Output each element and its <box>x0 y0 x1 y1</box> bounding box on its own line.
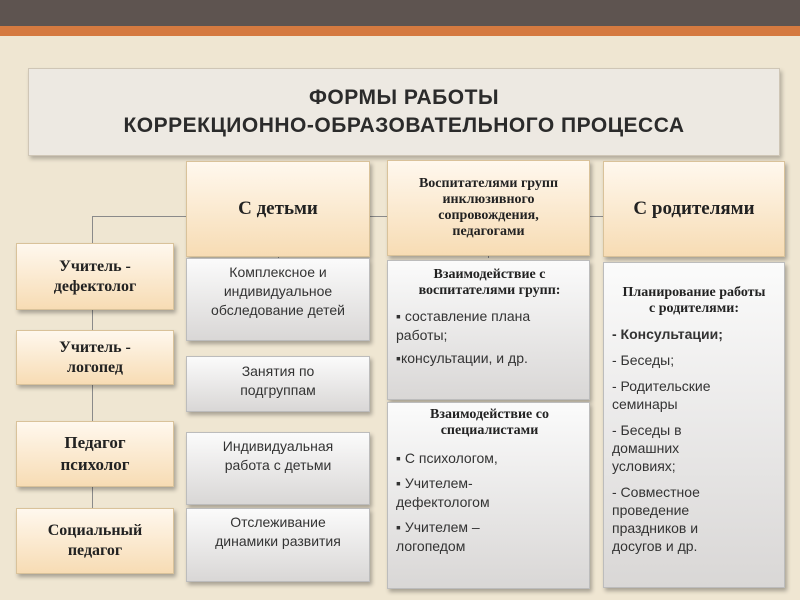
educators-groups-item: ▪консультации, и др. <box>396 350 528 366</box>
educators-specialists-item: ▪ Учителем – логопедом <box>396 519 480 554</box>
educators-specialists-item: ▪ С психологом, <box>396 450 498 466</box>
parents-item: - Беседы в домашних условиях; <box>612 422 682 474</box>
children-item-4: Отслеживание динамики развития <box>186 508 370 582</box>
educators-block-groups: Взаимодействие с воспитателями групп: ▪ составление плана работы; ▪консультации, и др. <box>387 260 590 400</box>
title-line-2: КОРРЕКЦИОННО-ОБРАЗОВАТЕЛЬНОГО ПРОЦЕССА <box>123 114 685 137</box>
slide-top-bar <box>0 0 800 26</box>
parents-item: - Беседы; <box>612 352 675 368</box>
children-item-1: Комплексное и индивидуальное обследование детей <box>186 258 370 341</box>
slide-accent-stripe <box>0 26 800 36</box>
parents-item: - Консультации; <box>612 326 723 342</box>
slide-top-strip <box>0 36 800 46</box>
children-item-3: Индивидуальная работа с детьми <box>186 432 370 505</box>
children-item-2: Занятия по подгруппам <box>186 356 370 412</box>
specialist-defectologist: Учитель - дефектолог <box>16 243 174 310</box>
header-children: С детьми <box>186 161 370 257</box>
parents-block: Планирование работы с родителями: - Консультации; - Беседы; - Родительские семинары - Беседы в домашних условиях; - Совместное проведение праздников и досугов и др. <box>603 262 785 588</box>
header-educators: Воспитателями групп инклюзивного сопровождения, педагогами <box>387 160 590 256</box>
educators-specialists-item: ▪ Учителем-дефектологом <box>396 475 490 510</box>
educators-groups-item: ▪ составление плана работы; <box>396 308 531 343</box>
specialist-psychologist: Педагог психолог <box>16 421 174 487</box>
title-line-1: ФОРМЫ РАБОТЫ <box>308 86 500 109</box>
title-box <box>28 68 780 156</box>
specialist-speech-therapist: Учитель - логопед <box>16 330 174 385</box>
parents-item: - Совместное проведение праздников и досугов и др. <box>612 484 700 554</box>
header-parents: С родителями <box>603 161 785 257</box>
specialist-social-pedagogue: Социальный педагог <box>16 508 174 574</box>
educators-block-specialists: Взаимодействие со специалистами ▪ С психологом, ▪ Учителем-дефектологом ▪ Учителем – логопедом <box>387 402 590 589</box>
parents-item: - Родительские семинары <box>612 378 711 412</box>
